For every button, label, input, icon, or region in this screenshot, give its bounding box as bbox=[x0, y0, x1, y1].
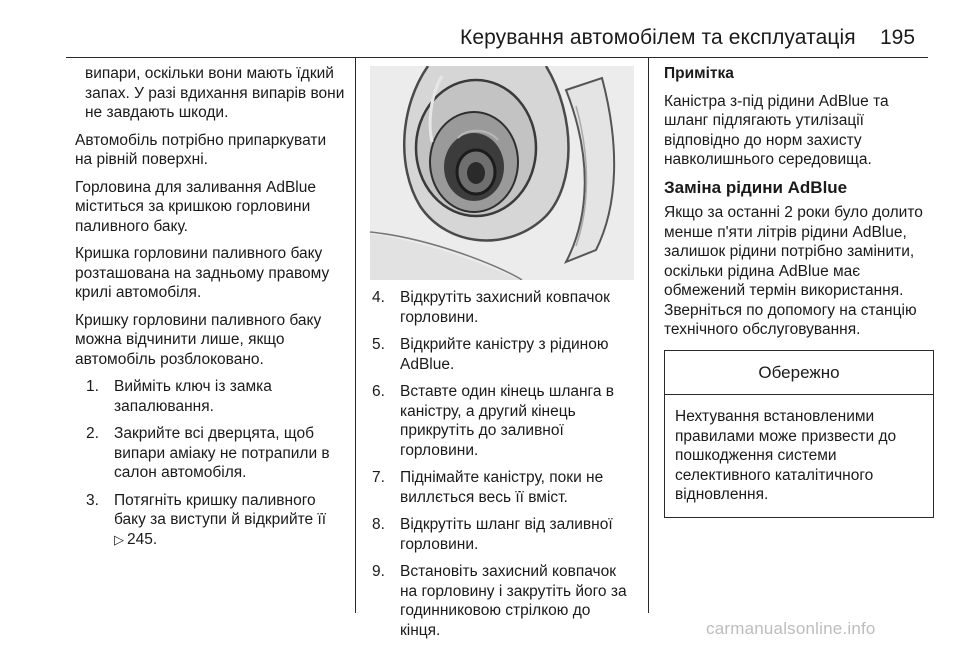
step-text: Відкрутіть захисний ковпачок горловини. bbox=[400, 289, 610, 326]
list-item bbox=[372, 562, 634, 640]
list-item bbox=[372, 288, 634, 327]
header-title: Керування автомобілем та експлуатація bbox=[460, 26, 856, 49]
intro-paragraph: випари, оскільки вони мають їдкий запах. У разі вдихання випарів вони не завдають шкоди. bbox=[85, 65, 345, 121]
column-left bbox=[75, 64, 345, 557]
step-text: Відкрийте каністру з рідиною AdBlue. bbox=[400, 336, 609, 373]
step-text: Потягніть кришку паливного баку за виступи й відкрийте її bbox=[114, 491, 327, 528]
step-text: Встановіть захисний ковпачок на горловину і закрутіть його за годинниковою стрілкою до кінця. bbox=[400, 563, 627, 639]
step-text: Вийміть ключ із замка запалювання. bbox=[114, 378, 272, 415]
page-reference[interactable]: 245. bbox=[127, 530, 158, 548]
column-middle bbox=[372, 288, 634, 648]
step-number: 9. bbox=[372, 563, 385, 580]
arrow-reference-icon[interactable]: ▷ bbox=[114, 531, 124, 547]
step-number: 6. bbox=[372, 383, 385, 400]
note-title: Примітка bbox=[664, 65, 734, 82]
step-number: 7. bbox=[372, 469, 385, 486]
fuel-flap-illustration bbox=[370, 66, 634, 280]
note-text: Каністра з-під рідини AdBlue та шланг підлягають утилізації відповідно до норм захисту навколишнього середовища. bbox=[664, 92, 889, 168]
step-number: 1. bbox=[86, 378, 99, 395]
column-divider-right bbox=[648, 57, 649, 613]
step-number: 3. bbox=[86, 491, 99, 509]
warning-box bbox=[664, 350, 934, 518]
warning-title: Обережно bbox=[665, 351, 933, 396]
page-number: 195 bbox=[880, 26, 916, 49]
section-text: Якщо за останні 2 роки було долито менше п'яти літрів рідини AdBlue, залишок рідини потрібно замінити, оскільки рідина AdBlue має обмежений термін використання. Зверніться по допомогу на станцію технічного обслуговування. bbox=[664, 204, 923, 338]
list-item bbox=[86, 377, 345, 416]
column-divider-left bbox=[355, 57, 356, 613]
paragraph-parking: Автомобіль потрібно припаркувати на рівній поверхні. bbox=[75, 131, 327, 168]
step-number: 8. bbox=[372, 516, 385, 533]
column-right bbox=[664, 64, 932, 518]
steps-list-2 bbox=[372, 288, 634, 640]
header-rule bbox=[66, 57, 928, 58]
step-text: Вставте один кінець шланга в каністру, а другий кінець прикрутіть до заливної горловини. bbox=[400, 383, 615, 459]
section-heading: Заміна рідини AdBlue bbox=[664, 177, 848, 197]
list-item bbox=[86, 491, 345, 550]
fuel-flap-drawing bbox=[370, 66, 634, 280]
step-text: Піднімайте каністру, поки не виллється весь її вміст. bbox=[400, 469, 604, 506]
step-text: Закрийте всі дверцята, щоб випари аміаку не потрапили в салон автомобіля. bbox=[114, 425, 330, 481]
warning-text: Нехтування встановленими правилами може призвести до пошкодження системи селективного каталітичного відновлення. bbox=[675, 408, 897, 503]
paragraph-unlock: Кришку горловини паливного баку можна відчинити лише, якщо автомобіль розблоковано. bbox=[75, 311, 322, 368]
step-number: 2. bbox=[86, 425, 99, 442]
list-item bbox=[372, 382, 634, 460]
watermark: carmanualsonline.info bbox=[706, 619, 876, 638]
paragraph-flap-location: Кришка горловини паливного баку розташована на задньому правому крилі автомобіля. bbox=[75, 245, 330, 301]
step-text: Відкрутіть шланг від заливної горловини. bbox=[400, 516, 613, 553]
list-item bbox=[372, 515, 634, 554]
paragraph-filler-location: Горловина для заливання AdBlue міститься за кришкою горловини паливного баку. bbox=[75, 178, 316, 235]
list-item bbox=[372, 468, 634, 507]
step-number: 5. bbox=[372, 336, 385, 353]
list-item bbox=[372, 335, 634, 374]
step-number: 4. bbox=[372, 289, 385, 306]
list-item bbox=[86, 424, 345, 483]
steps-list-1 bbox=[75, 377, 345, 549]
